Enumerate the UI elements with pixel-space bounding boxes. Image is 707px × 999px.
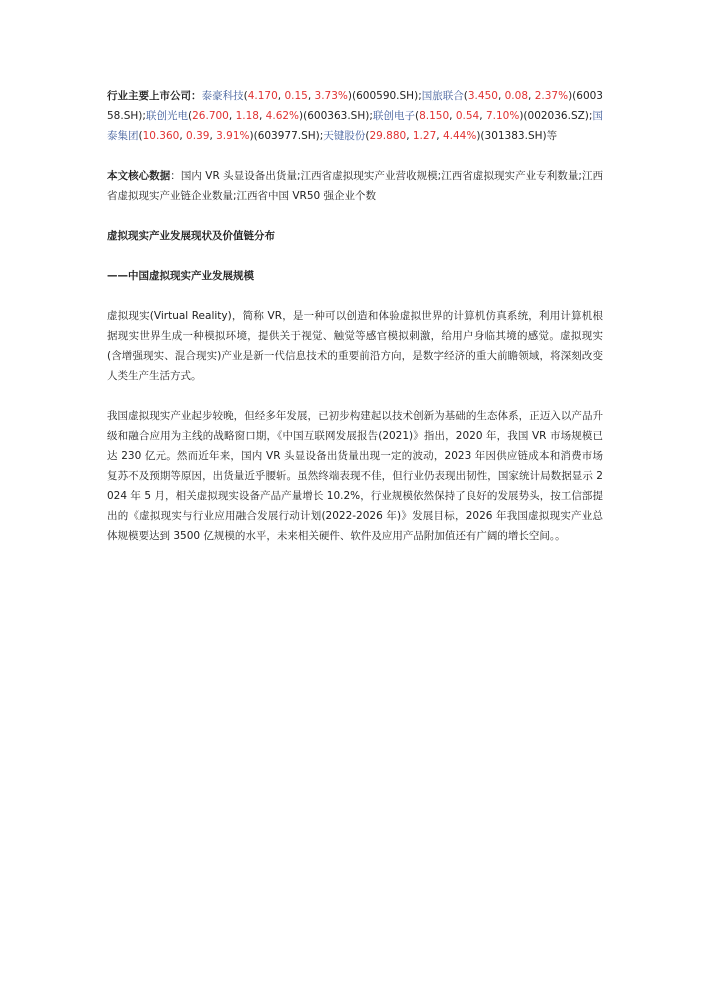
stock-change-pct: 7.10% xyxy=(485,110,520,122)
stock-code: (600363.SH) xyxy=(303,110,370,122)
spacer xyxy=(107,246,603,266)
body-paragraph: 我国虚拟现实产业起步较晚，但经多年发展，已初步构建起以技术创新为基础的生态体系，正迈入以产品升级和融合应用为主线的战略窗口期，《中国互联网发展报告(2021)》指出，2020 年，我国 VR 市场规模已达 230 亿元。然而近年来，国内 VR 头显设备出货量出现一定的波动，2023 年因供应链成本和消费市场复苏不及预期等原因，出货量近乎腰斩。虽然终端表现不佳，但行业仍表现出韧性，国家统计局数据显示 2024 年 5 月，相关虚拟现实设备产品产量增长 10.2%，行业规模依然保持了良好的发展势头，按工信部提出的《虚拟现实与行业应用融合发展行动计划(2022-2026 年)》发展目标，2026 年我国虚拟现实产业总体规模要达到 3500 亿规模的水平，未来相关硬件、软件及应用产品附加值还有广阔的增长空间。。 xyxy=(107,410,603,542)
listed-companies-label: 行业主要上市公司： xyxy=(107,90,202,102)
stock-change-pct: 3.73% xyxy=(314,90,348,102)
stock-price: 4.170 xyxy=(247,90,278,102)
stock-code: (600590.SH) xyxy=(352,90,419,102)
separator: ; xyxy=(418,90,422,102)
stock-change: 1.18 xyxy=(235,110,259,122)
core-data-paragraph xyxy=(107,166,603,206)
stock-price: 26.700 xyxy=(192,110,229,122)
stock-change-pct: 2.37% xyxy=(534,90,569,102)
stock-code: (301383.SH) xyxy=(480,130,547,142)
stock-price: 3.450 xyxy=(467,90,498,102)
sub-title: ——中国虚拟现实产业发展规模 xyxy=(107,270,254,282)
company-link[interactable]: 泰豪科技 xyxy=(201,90,244,102)
separator: ; xyxy=(142,110,146,122)
stock-change: 0.08 xyxy=(504,90,529,102)
section-title: 虚拟现实产业发展现状及价值链分布 xyxy=(107,230,275,242)
separator: ; xyxy=(369,110,373,122)
separator: ; xyxy=(319,130,324,142)
separator: ; xyxy=(588,110,593,122)
stock-change: 0.54 xyxy=(455,110,480,122)
stock-change-pct: 3.91% xyxy=(216,130,250,142)
spacer xyxy=(107,146,603,166)
company-entry: 联创电子(8.150, 0.54, 7.10%)(002036.SZ); xyxy=(372,110,593,122)
company-entry: 国旅联合(3.450, 0.08, 2.37%)(600358.SH); xyxy=(107,90,603,122)
company-link[interactable]: 天键股份 xyxy=(323,130,366,142)
separator: 等 xyxy=(546,130,558,142)
stock-code: (603977.SH) xyxy=(253,130,320,142)
stock-change: 1.27 xyxy=(412,130,437,142)
stock-change-pct: 4.44% xyxy=(442,130,477,142)
spacer xyxy=(107,286,603,306)
core-data-text: ：国内 VR 头显设备出货量;江西省虚拟现实产业营收规模;江西省虚拟现实产业专利数量;江西省虚拟现实产业链企业数量;江西省中国 VR50 强企业个数 xyxy=(107,170,604,202)
stock-code: (002036.SZ) xyxy=(523,110,589,122)
company-link[interactable]: 国泰集团 xyxy=(107,110,603,142)
stock-price: 10.360 xyxy=(142,130,180,142)
spacer xyxy=(107,206,603,226)
core-data-label: 本文核心数据 xyxy=(107,170,171,182)
stock-change: 0.15 xyxy=(284,90,308,102)
stock-change-pct: 4.62% xyxy=(265,110,300,122)
company-link[interactable]: 国旅联合 xyxy=(421,90,464,102)
article-page xyxy=(107,86,603,546)
company-entry: 联创光电(26.700, 1.18, 4.62%)(600363.SH); xyxy=(145,110,373,122)
stock-price: 29.880 xyxy=(369,130,407,142)
spacer xyxy=(107,386,603,406)
body-paragraph: 虚拟现实(Virtual Reality)，简称 VR，是一种可以创造和体验虚拟世界的计算机仿真系统，利用计算机根据现实世界生成一种模拟环境，提供关于视觉、触觉等感官模拟刺激，给用户身临其境的感觉。虚拟现实(含增强现实、混合现实)产业是新一代信息技术的重要前沿方向，是数字经济的重大前瞻领域，将深刻改变人类生产生活方式。 xyxy=(107,310,603,382)
company-entry: 天键股份(29.880, 1.27, 4.44%)(301383.SH)等 xyxy=(323,130,558,142)
company-entry: 泰豪科技(4.170, 0.15, 3.73%)(600590.SH); xyxy=(201,90,422,102)
company-link[interactable]: 联创电子 xyxy=(372,110,415,122)
company-link[interactable]: 联创光电 xyxy=(145,110,189,122)
listed-companies-paragraph xyxy=(107,86,603,146)
company-entry: 国泰集团(10.360, 0.39, 3.91%)(603977.SH); xyxy=(107,110,603,142)
stock-code: (600358.SH) xyxy=(107,90,603,122)
stock-price: 8.150 xyxy=(419,110,450,122)
stock-change: 0.39 xyxy=(186,130,210,142)
